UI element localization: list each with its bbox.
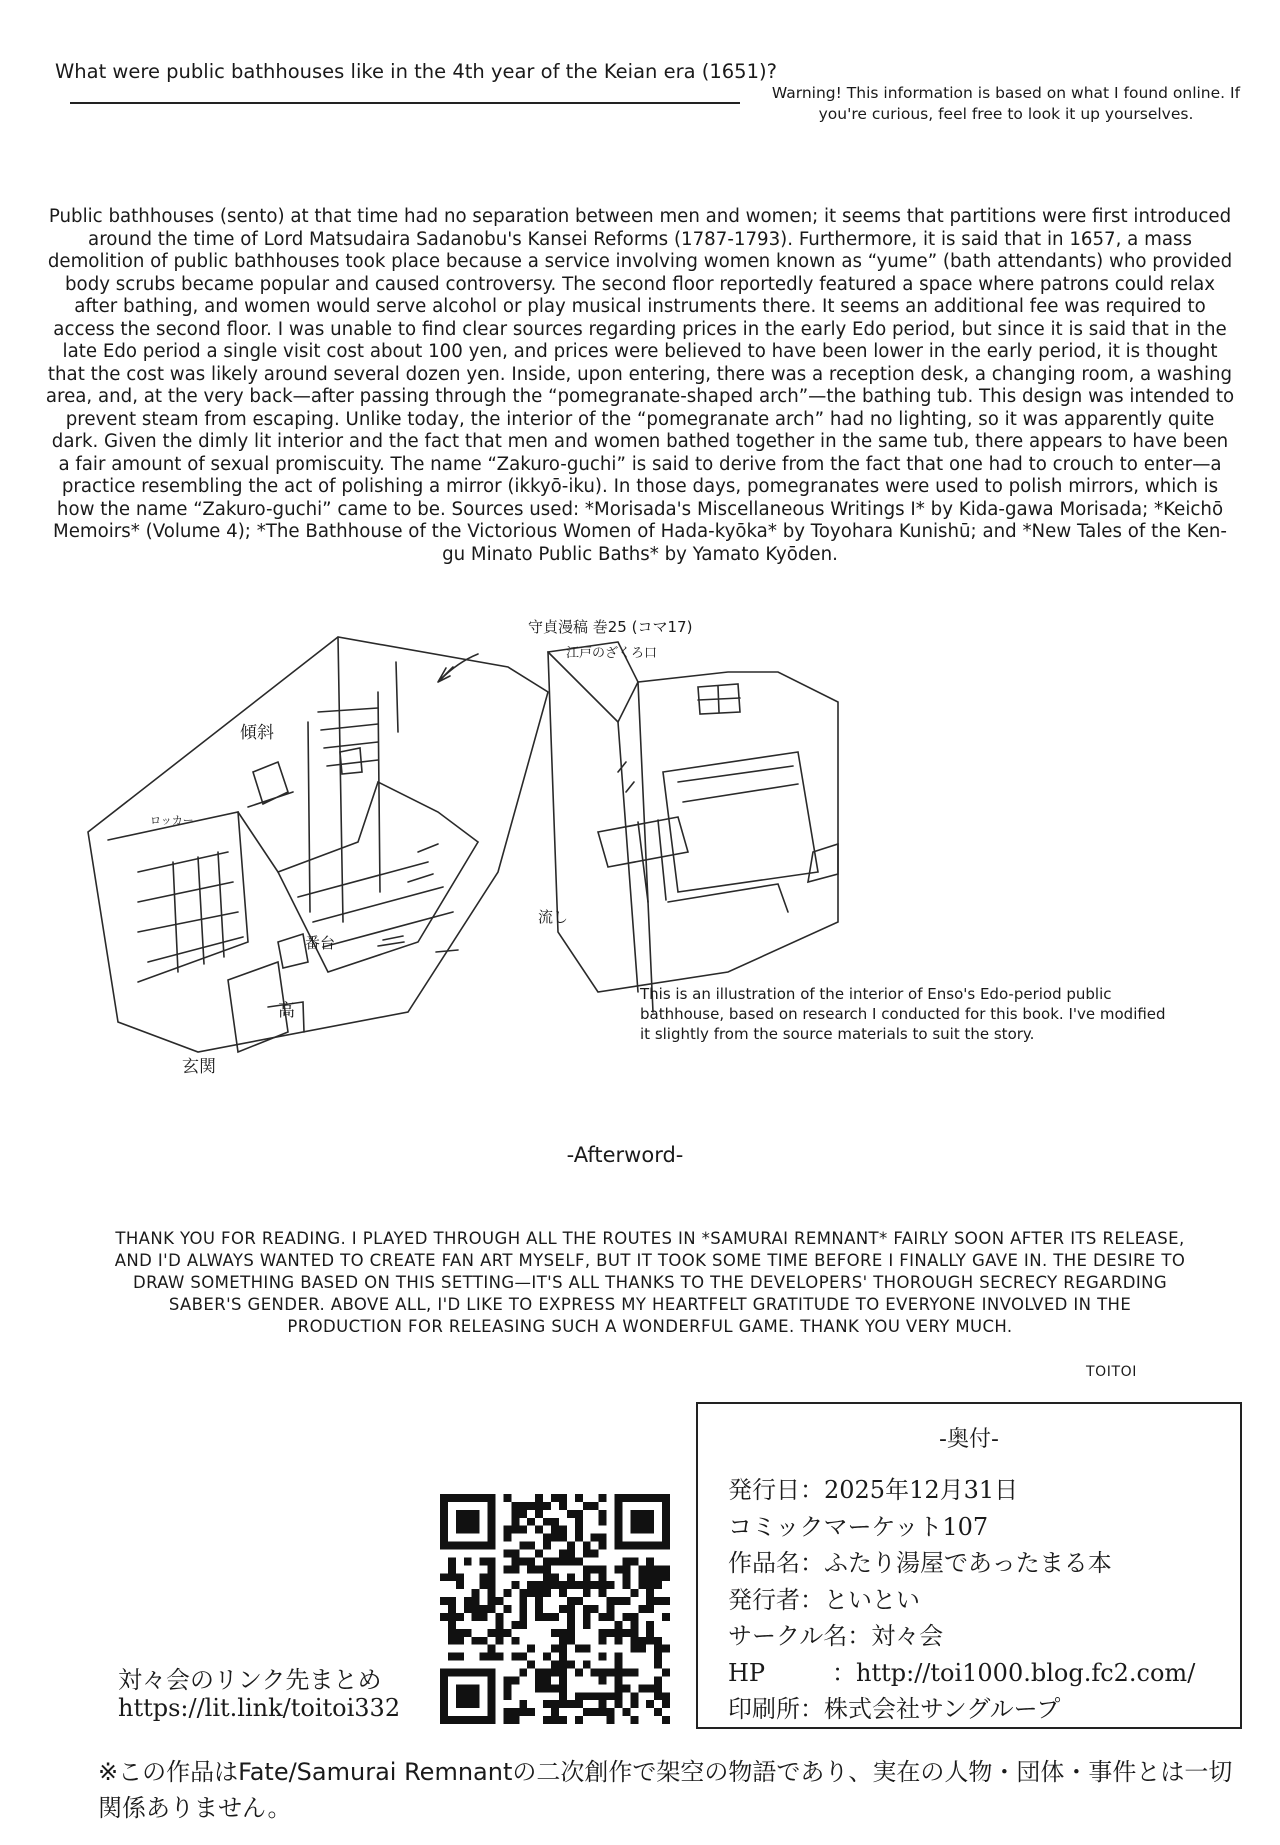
colophon-hp-label: HP [728, 1658, 766, 1687]
colophon-issue-date: 発行日：2025年12月31日 [728, 1476, 1019, 1504]
sketch-label-entrance: 玄関 [182, 1057, 216, 1077]
qr-code[interactable] [440, 1494, 670, 1724]
sketch-note-source: 守貞漫稿 巻25 (コマ17) [528, 618, 693, 636]
colophon-title: -奥付- [939, 1427, 999, 1452]
colophon-box [696, 1402, 1242, 1729]
afterword-title: -Afterword- [566, 1143, 684, 1167]
colophon-publisher: 発行者：といとい [728, 1585, 920, 1614]
colophon-hp [728, 1655, 1195, 1692]
sketch-label-counter: 番台 [305, 934, 336, 952]
links-url[interactable]: https://lit.link/toitoi332 [118, 1694, 401, 1722]
colophon-circle: サークル名：対々会 [728, 1622, 944, 1650]
colophon-details [728, 1472, 1195, 1728]
warning-note: Warning! This information is based on what I found online. If you're curious, feel free to look it up yourselves. [771, 84, 1241, 123]
colophon-printer: 印刷所：株式会社サングループ [728, 1695, 1061, 1723]
question-heading: What were public bathhouses like in the 4th year of the Keian era (1651)? [55, 60, 777, 83]
sketch-note-zakuroguchi: 江戸のざくろ口 [566, 646, 658, 661]
bathhouse-explanation: Public bathhouses (sento) at that time had no separation between men and women; it seems that partitions were first introduced around the time of Lord Matsudaira Sadanobu's Kansei Reforms (1787-1793). Furthermore, it is said that in 1657, a mass demolition of public bathhouses took place because a service involving women known as “yume” (bath attendants) who provided body scrubs became popular and caused controversy. The second floor reportedly featured a space where patrons could relax after bathing, and women would serve alcohol or play musical instruments there. It seems an additional fee was required to access the second floor. I was unable to find clear sources regarding prices in the early Edo period, but since it is said that in the late Edo period a single visit cost about 100 yen, and prices were believed to have been lower in the early period, it is thought that the cost was likely around several dozen yen. Inside, upon entering, there was a reception desk, a changing room, a washing area, and, at the very back—after passing through the “pomegranate-shaped arch”—the bathing tub. This design was intended to prevent steam from escaping. Unlike today, the interior of the “pomegranate arch” had no lighting, so it was apparently quite dark. Given the dimly lit interior and the fact that men and women bathed together in the same tub, there appears to have been a fair amount of sexual promiscuity. The name “Zakuro-guchi” is said to derive from the fact that one had to crouch to enter—a practice resembling the act of polishing a mirror (ikkyō-iku). In those days, pomegranates were used to polish mirrors, which is how the name “Zakuro-guchi” came to be. Sources used: *Morisada's Miscellaneous Writings I* by Kida-gawa Morisada; *Keichō Memoirs* (Volume 4); *The Bathhouse of the Victorious Women of Hada-kyōka* by Toyohara Kunishū; and *New Tales of the Ken-gu Minato Public Baths* by Yamato Kyōden. [45, 206, 1235, 565]
colophon-work-title: 作品名：ふたり湯屋であったまる本 [728, 1549, 1112, 1577]
colophon-event: コミックマーケット107 [728, 1512, 989, 1541]
sketch-caption: This is an illustration of the interior of Enso's Edo-period public bathhouse, based on research I conducted for this book. I've modified it slightly from the source materials to suit the story. [640, 985, 1166, 1043]
links-title: 対々会のリンク先まとめ [118, 1666, 382, 1694]
sketch-label-locker: ロッカー [150, 814, 194, 827]
sketch-label-slope: 傾斜 [240, 723, 274, 743]
afterword-body: THANK YOU FOR READING. I PLAYED THROUGH ALL THE ROUTES IN *SAMURAI REMNANT* FAIRLY SOON AFTER ITS RELEASE, AND I'D ALWAYS WANTED TO CREATE FAN ART MYSELF, BUT IT TOOK SOME TIME BEFORE I FINALLY GAVE IN. THE DESIRE TO DRAW SOMETHING BASED ON THIS SETTING—IT'S ALL THANKS TO THE DEVELOPERS' THOROUGH SECRECY REGARDING SABER'S GENDER. ABOVE ALL, I'D LIKE TO EXPRESS MY HEARTFELT GRATITUDE TO EVERYONE INVOLVED IN THE PRODUCTION FOR RELEASING SUCH A WONDERFUL GAME. THANK YOU VERY MUCH. [114, 1229, 1186, 1336]
fan-work-disclaimer: ※この作品はFate/Samurai Remnantの二次創作で架空の物語であり、実在の人物・団体・事件とは一切関係ありません。 [98, 1758, 1233, 1822]
author-signature: TOITOI [1086, 1364, 1138, 1380]
heading-underline [70, 102, 740, 104]
sketch-label-drain: 流し [538, 908, 569, 926]
sketch-label-counter-2: 高 [278, 1001, 295, 1021]
colophon-hp-url[interactable]: ：http://toi1000.blog.fc2.com/ [832, 1658, 1196, 1687]
